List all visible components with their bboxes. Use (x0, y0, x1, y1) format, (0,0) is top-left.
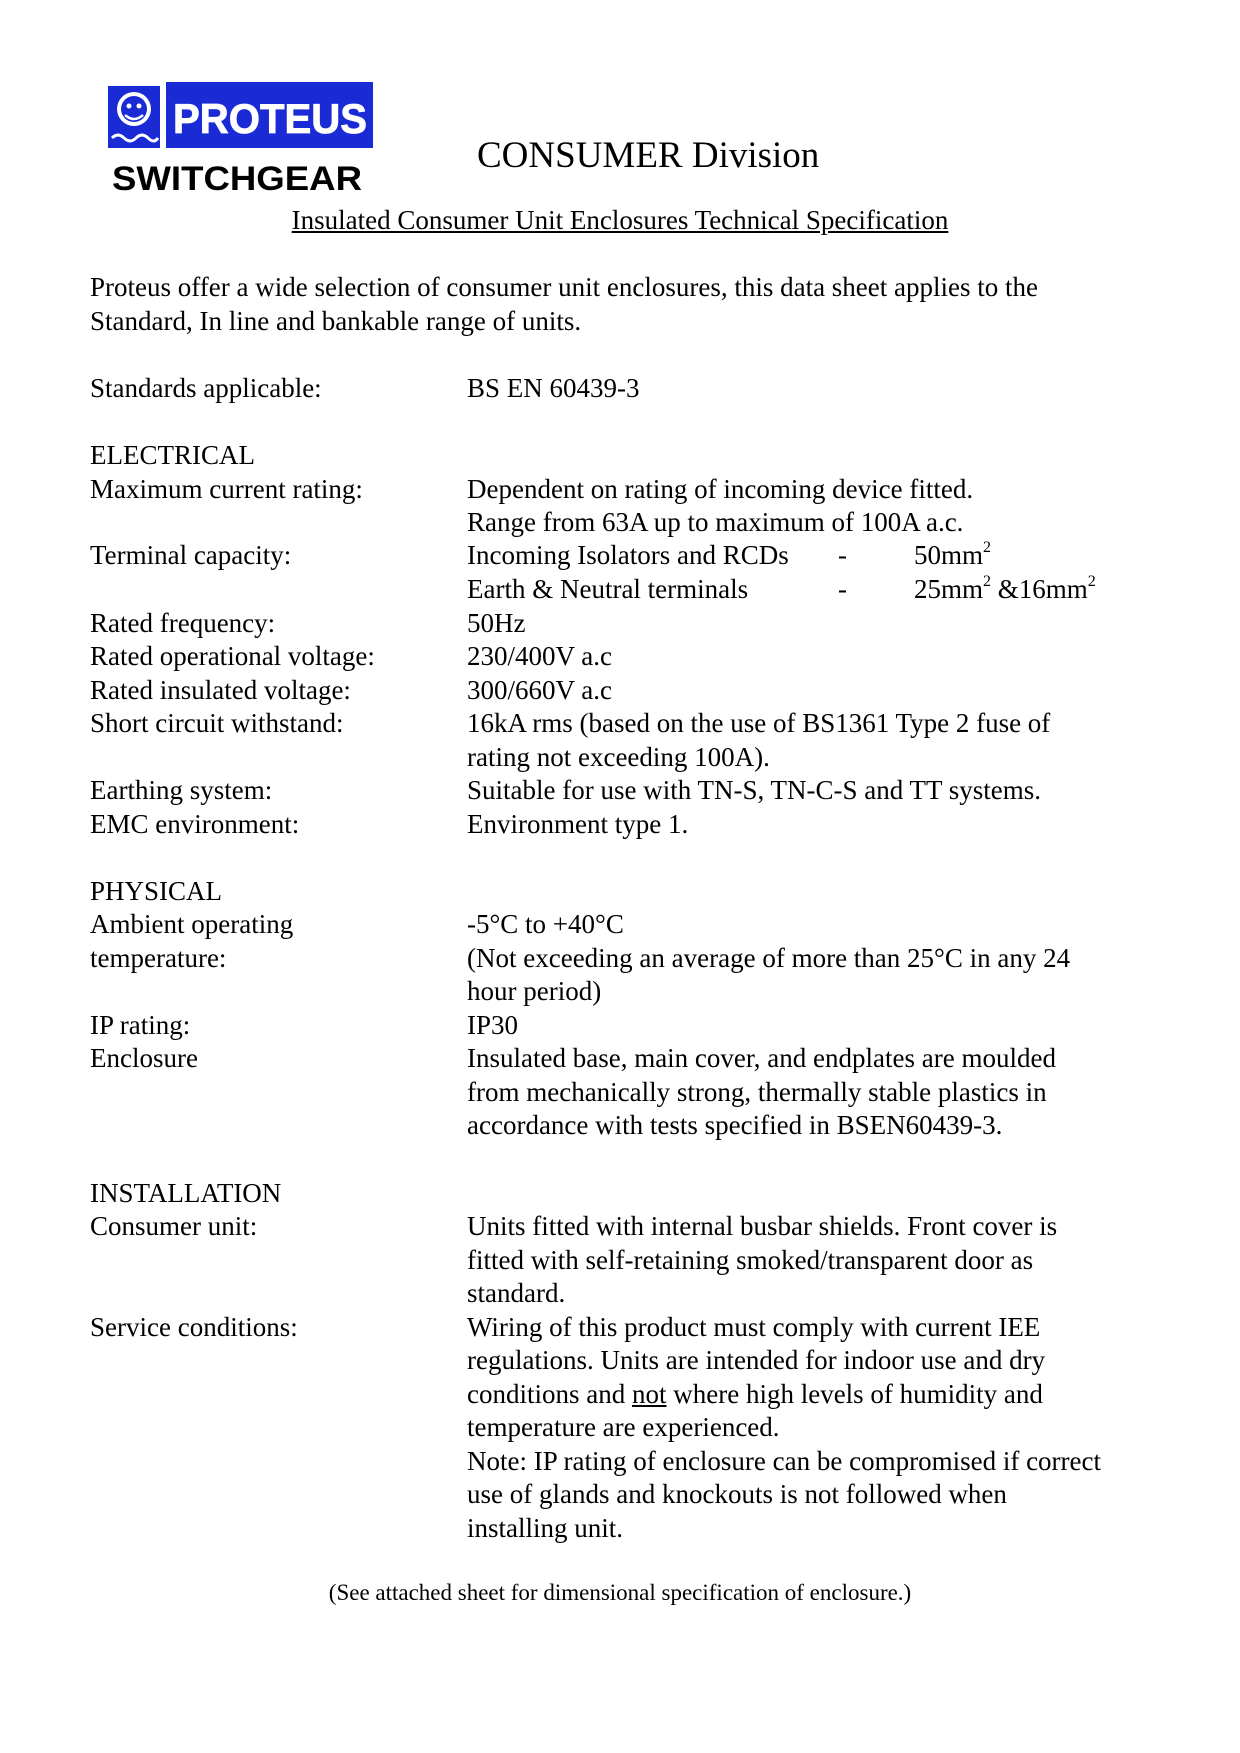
terminal-row-2-value: $25mm^2$ $\&16mm^2$ (914, 573, 1096, 604)
brand-wordmark: PROTEUS (173, 95, 367, 142)
terminal-row-1-name: Incoming Isolators and RCDs (467, 540, 789, 570)
terminal-row-1-value: $50mm^2$ (914, 539, 992, 570)
footer-note: (See attached sheet for dimensional specification of enclosure.) (328, 1580, 912, 1605)
company-logo (108, 82, 373, 198)
service-note-line-3: installing unit. (467, 1513, 624, 1543)
service-line-1: Wiring of this product must comply with current IEE (467, 1312, 1041, 1342)
terminal-row-2-name: Earth & Neutral terminals (467, 574, 749, 604)
standards-value: BS EN 60439-3 (467, 373, 640, 403)
max-current-line-1: Dependent on rating of incoming device fitted. (467, 474, 974, 504)
consumer-unit-line-2: fitted with self-retaining smoked/transparent door as (467, 1245, 1034, 1275)
ip-rating-label: IP rating: (90, 1010, 191, 1040)
earthing-label: Earthing system: (90, 775, 273, 805)
intro-line-2: Standard, In line and bankable range of units. (90, 306, 582, 336)
ip-rating-value: IP30 (467, 1010, 519, 1040)
ambient-line-3: hour period) (467, 976, 602, 1006)
terminal-capacity-label: Terminal capacity: (90, 540, 292, 570)
terminal-row-2-dash: - (838, 574, 847, 604)
enclosure-line-2: from mechanically strong, thermally stable plastics in (467, 1077, 1047, 1107)
division-title: CONSUMER Division (477, 135, 820, 176)
consumer-unit-line-3: standard. (467, 1278, 566, 1308)
emc-label: EMC environment: (90, 809, 300, 839)
consumer-unit-line-1: Units fitted with internal busbar shields. Front cover is (467, 1211, 1058, 1241)
ambient-label-2: temperature: (90, 943, 227, 973)
max-current-label: Maximum current rating: (90, 474, 363, 504)
physical-heading: PHYSICAL (90, 876, 223, 906)
enclosure-line-3: accordance with tests specified in BSEN60439-3. (467, 1110, 1003, 1140)
short-circuit-line-1: 16kA rms (based on the use of BS1361 Type 2 fuse of (467, 708, 1051, 738)
document-title: Insulated Consumer Unit Enclosures Technical Specification (291, 205, 949, 235)
consumer-unit-label: Consumer unit: (90, 1211, 258, 1241)
operational-voltage-label: Rated operational voltage: (90, 641, 375, 671)
max-current-line-2: Range from 63A up to maximum of 100A a.c. (467, 507, 964, 537)
ambient-label-1: Ambient operating (90, 909, 294, 939)
rated-frequency-label: Rated frequency: (90, 608, 276, 638)
service-line-2: regulations. Units are intended for indoor use and dry (467, 1345, 1046, 1375)
ambient-line-1: -5°C to +40°C (467, 909, 624, 939)
earthing-value: Suitable for use with TN-S, TN-C-S and TT systems. (467, 775, 1041, 805)
electrical-heading: ELECTRICAL (90, 440, 255, 470)
standards-label: Standards applicable: (90, 373, 322, 403)
short-circuit-label: Short circuit withstand: (90, 708, 344, 738)
service-conditions-label: Service conditions: (90, 1312, 298, 1342)
insulated-voltage-value: 300/660V a.c (467, 675, 612, 705)
brand-subtitle: SWITCHGEAR (112, 160, 362, 198)
service-note-line-2: use of glands and knockouts is not followed when (467, 1479, 1007, 1509)
service-line-3: conditions and not where high levels of humidity and (467, 1379, 1043, 1409)
ambient-line-2: (Not exceeding an average of more than 25°C in any 24 (467, 943, 1071, 973)
service-line-4: temperature are experienced. (467, 1412, 780, 1442)
short-circuit-line-2: rating not exceeding 100A). (467, 742, 770, 772)
enclosure-label: Enclosure (90, 1043, 198, 1073)
operational-voltage-value: 230/400V a.c (467, 641, 612, 671)
installation-heading: INSTALLATION (90, 1178, 282, 1208)
enclosure-line-1: Insulated base, main cover, and endplates are moulded (467, 1043, 1056, 1073)
service-note-line-1: Note: IP rating of enclosure can be compromised if correct (467, 1446, 1102, 1476)
emc-value: Environment type 1. (467, 809, 689, 839)
terminal-row-1-dash: - (838, 540, 847, 570)
intro-line-1: Proteus offer a wide selection of consumer unit enclosures, this data sheet applies to the (90, 272, 1038, 302)
insulated-voltage-label: Rated insulated voltage: (90, 675, 351, 705)
rated-frequency-value: 50Hz (467, 608, 526, 638)
